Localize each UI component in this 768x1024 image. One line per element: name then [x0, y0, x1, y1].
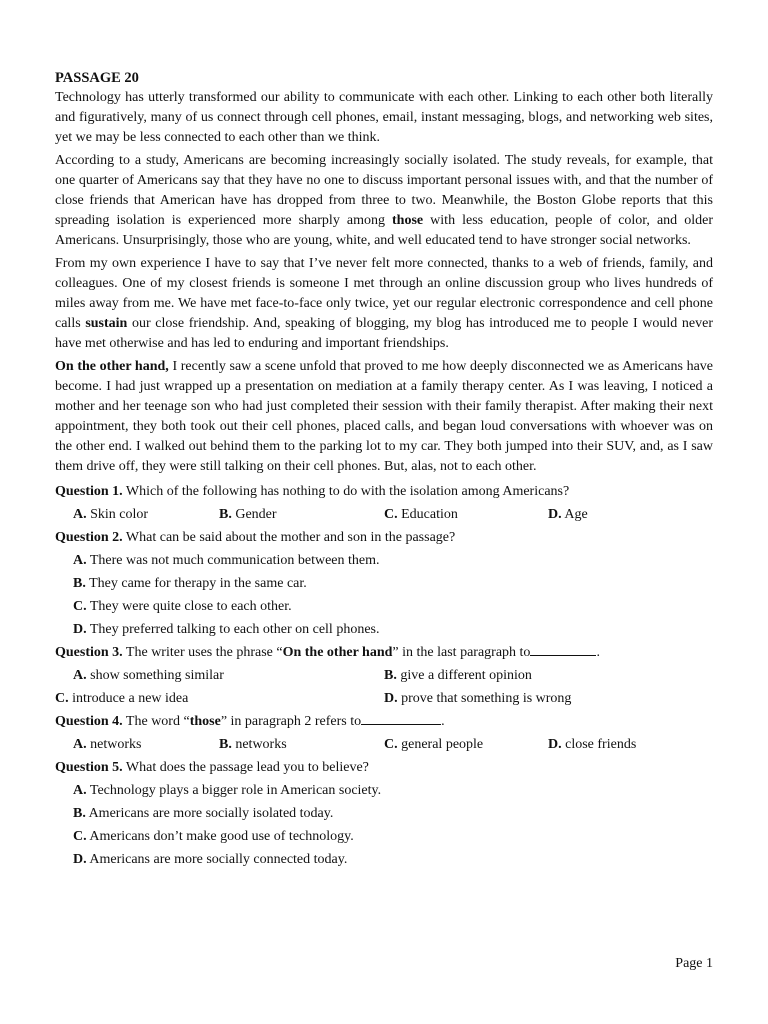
question-4-label: Question 4. — [55, 714, 123, 729]
question-3-bold: On the other hand — [282, 645, 393, 660]
q1-option-b-key: B. — [219, 507, 232, 522]
paragraph-2-text-b: with less education, people of color, and older Americans. Unsurprisingly, those who are young, white, and well educated tend to have stronger social networks. — [55, 213, 713, 248]
q2-option-c-text: They were quite close to each other. — [86, 599, 292, 614]
question-2 — [55, 526, 713, 549]
question-1-text: Which of the following has nothing to do with the isolation among Americans? — [122, 484, 570, 499]
q4-option-a[interactable] — [73, 733, 141, 756]
question-1 — [55, 480, 713, 503]
q1-option-c-text: Education — [397, 507, 458, 522]
q4-option-b-text: networks — [231, 737, 287, 752]
q2-option-b[interactable] — [55, 572, 713, 595]
question-3-text-b: ” in the last paragraph to — [392, 645, 531, 660]
q2-option-a-key: A. — [73, 553, 87, 568]
q2-option-b-key: B. — [73, 576, 86, 591]
question-4-text-a: The word “ — [122, 714, 190, 729]
q5-option-b-text: Americans are more socially isolated today. — [85, 806, 334, 821]
question-2-text: What can be said about the mother and son in the passage? — [122, 530, 456, 545]
paragraph-4-text: I recently saw a scene unfold that proved to me how deeply disconnected we as Americans have become. I had just wrapped up a presentation on mediation at a family therapy center. As I was leaving, I noticed a mother and her teenage son who had just completed their session with their family therapist. After making their next appointment, they both took out their cell phones, placed calls, and began loud conversations with whoever was on the other end. I walked out behind them to the parking lot to my car. They both jumped into their SUV, and, as I saw them drive off, they were still talking on their cell phones. But, alas, not to each other. — [55, 359, 713, 474]
question-3-text-a: The writer uses the phrase “ — [122, 645, 283, 660]
paragraph-3-bold: sustain — [85, 316, 128, 331]
q1-option-a-key: A. — [73, 507, 87, 522]
q5-option-d[interactable] — [55, 848, 713, 871]
q4-option-a-key: A. — [73, 737, 87, 752]
q2-option-d[interactable] — [55, 618, 713, 641]
question-5 — [55, 756, 713, 779]
paragraph-3-text-a: From my own experience I have to say that I’ve never felt more connected, thanks to a web of friends, family, and colleagues. One of my closest friends is someone I met through an online discussion group who lives hundreds of miles away from me. We have met face-to-face only twice, yet our regular electronic correspondence and cell phone calls — [55, 256, 713, 331]
q4-option-c-text: general people — [397, 737, 484, 752]
q3-option-a[interactable] — [73, 664, 224, 687]
q3-option-c-text: introduce a new idea — [68, 691, 189, 706]
q1-option-d[interactable] — [548, 503, 588, 526]
q4-option-a-text: networks — [86, 737, 142, 752]
q5-option-a-key: A. — [73, 783, 87, 798]
page-number: Page 1 — [675, 956, 713, 971]
q3-option-c-key: C. — [55, 691, 69, 706]
q2-option-b-text: They came for therapy in the same car. — [85, 576, 307, 591]
paragraph-4 — [55, 357, 713, 477]
question-4-end: . — [441, 714, 445, 729]
q5-option-c-key: C. — [73, 829, 87, 844]
q4-option-b[interactable] — [219, 733, 287, 756]
question-2-label: Question 2. — [55, 530, 123, 545]
q5-option-c[interactable] — [55, 825, 713, 848]
q2-option-a-text: There was not much communication between them. — [86, 553, 380, 568]
q3-option-b[interactable] — [384, 664, 532, 687]
question-1-options — [55, 503, 713, 526]
q1-option-c[interactable] — [384, 503, 458, 526]
paragraph-3 — [55, 254, 713, 354]
q2-option-d-text: They preferred talking to each other on cell phones. — [86, 622, 380, 637]
q3-option-b-text: give a different opinion — [396, 668, 532, 683]
question-5-text: What does the passage lead you to believe? — [122, 760, 369, 775]
question-4-options — [55, 733, 713, 756]
paragraph-2-text-a: According to a study, Americans are becoming increasingly socially isolated. The study reveals, for example, that one quarter of Americans say that they have no one to discuss important personal issues with, and that the number of close friends that American have has dropped from three to two. Meanwhile, the Boston Globe reports that this spreading isolation is experienced more sharply among — [55, 153, 713, 228]
q3-option-d-key: D. — [384, 691, 398, 706]
answer-blank[interactable] — [361, 710, 441, 725]
q3-option-a-key: A. — [73, 668, 87, 683]
q4-option-d-text: close friends — [561, 737, 637, 752]
q5-option-d-text: Americans are more socially connected today. — [86, 852, 348, 867]
q5-option-a[interactable] — [55, 779, 713, 802]
question-3-label: Question 3. — [55, 645, 123, 660]
passage-title: PASSAGE 20 — [55, 70, 139, 86]
question-4 — [55, 710, 713, 733]
q1-option-a-text: Skin color — [86, 507, 149, 522]
q5-option-d-key: D. — [73, 852, 87, 867]
question-3-options-row-1 — [55, 664, 713, 687]
q4-option-c-key: C. — [384, 737, 398, 752]
q4-option-b-key: B. — [219, 737, 232, 752]
q2-option-c[interactable] — [55, 595, 713, 618]
question-3 — [55, 641, 713, 664]
q5-option-c-text: Americans don’t make good use of technology. — [86, 829, 354, 844]
q3-option-d-text: prove that something is wrong — [397, 691, 572, 706]
document-page — [55, 68, 713, 871]
q4-option-c[interactable] — [384, 733, 483, 756]
q2-option-d-key: D. — [73, 622, 87, 637]
paragraph-2 — [55, 151, 713, 251]
q3-option-c[interactable] — [55, 687, 188, 710]
question-3-end: . — [596, 645, 600, 660]
paragraph-3-text-b: our close friendship. And, speaking of blogging, my blog has introduced me to people I would never have met otherwise and has led to enduring and important friendships. — [55, 316, 713, 351]
q2-option-a[interactable] — [55, 549, 713, 572]
q5-option-a-text: Technology plays a bigger role in American society. — [86, 783, 382, 798]
q1-option-d-key: D. — [548, 507, 562, 522]
q4-option-d-key: D. — [548, 737, 562, 752]
q1-option-c-key: C. — [384, 507, 398, 522]
q3-option-b-key: B. — [384, 668, 397, 683]
q3-option-d[interactable] — [384, 687, 571, 710]
question-4-text-b: ” in paragraph 2 refers to — [220, 714, 362, 729]
q5-option-b-key: B. — [73, 806, 86, 821]
paragraph-1 — [55, 88, 713, 148]
q5-option-b[interactable] — [55, 802, 713, 825]
paragraph-1-text: Technology has utterly transformed our ability to communicate with each other. Linking to each other both literally and figuratively, many of us connect through cell phones, email, instant messaging, blogs, and networking web sites, yet we may be less connected to each other than we think. — [55, 90, 713, 145]
question-4-bold: those — [189, 714, 221, 729]
question-3-options-row-2 — [55, 687, 713, 710]
q2-option-c-key: C. — [73, 599, 87, 614]
q1-option-a[interactable] — [73, 503, 148, 526]
question-1-label: Question 1. — [55, 484, 123, 499]
q3-option-a-text: show something similar — [86, 668, 224, 683]
paragraph-4-bold: On the other hand, — [55, 359, 169, 374]
paragraph-2-bold: those — [392, 213, 424, 228]
question-5-label: Question 5. — [55, 760, 123, 775]
q4-option-d[interactable] — [548, 733, 636, 756]
answer-blank[interactable] — [530, 641, 596, 656]
q1-option-d-text: Age — [561, 507, 588, 522]
q1-option-b-text: Gender — [231, 507, 277, 522]
q1-option-b[interactable] — [219, 503, 277, 526]
